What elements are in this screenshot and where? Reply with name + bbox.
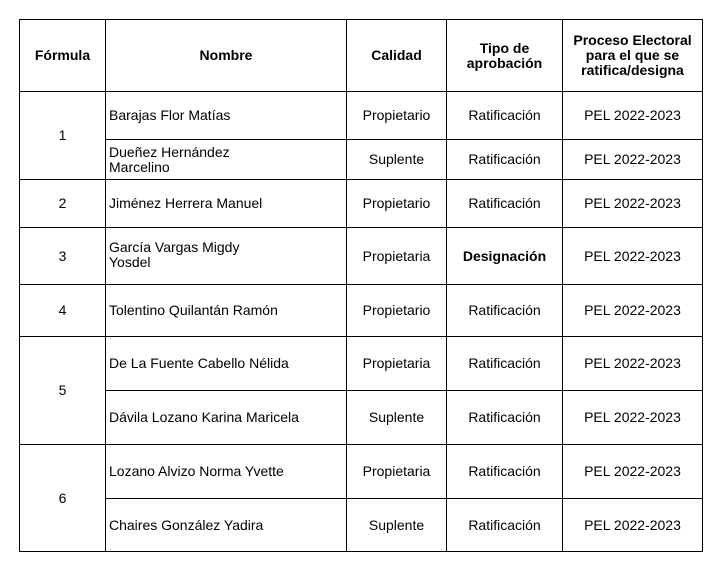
tipo-cell: Designación [447,228,563,285]
formula-number: 1 [20,92,106,180]
tipo-cell: Ratificación [447,337,563,391]
table-row [20,445,703,499]
table-row [20,499,703,552]
nombre-line1: Dueñez Hernández [109,143,230,160]
header-nombre: Nombre [106,20,347,92]
proceso-cell: PEL 2022-2023 [563,337,703,391]
proceso-cell: PEL 2022-2023 [563,180,703,228]
header-proceso-line1: Proceso Electoral [573,32,692,48]
nombre-line1: García Vargas Migdy [109,239,240,255]
formula-number: 5 [20,337,106,445]
header-tipo-aprobacion [447,20,563,92]
tipo-cell: Ratificación [447,180,563,228]
table-row [20,337,703,391]
calidad-cell: Suplente [347,499,447,552]
tipo-cell: Ratificación [447,140,563,180]
formula-number: 6 [20,445,106,552]
header-proceso-line2: para el que se [585,47,680,63]
header-tipo-line2: aprobación [466,54,543,71]
nombre-cell: Chaires González Yadira [106,499,347,552]
proceso-cell: PEL 2022-2023 [563,228,703,285]
header-proceso-line3: ratifica/designa [581,62,684,78]
calidad-cell: Propietario [347,285,447,337]
tipo-cell: Ratificación [447,285,563,337]
nombre-cell: Tolentino Quilantán Ramón [106,285,347,337]
header-calidad: Calidad [347,20,447,92]
calidad-cell: Propietaria [347,228,447,285]
formula-number: 4 [20,285,106,337]
calidad-cell: Suplente [347,391,447,445]
nombre-line2: Marcelino [109,158,170,175]
formula-number: 2 [20,180,106,228]
calidad-cell: Propietaria [347,337,447,391]
table-row [20,140,703,180]
tipo-cell: Ratificación [447,445,563,499]
proceso-cell: PEL 2022-2023 [563,92,703,140]
header-formula: Fórmula [20,20,106,92]
table-row [20,228,703,285]
proceso-cell: PEL 2022-2023 [563,391,703,445]
header-row [20,20,703,92]
nombre-cell: Lozano Alvizo Norma Yvette [106,445,347,499]
nombre-cell [106,228,347,285]
nombre-cell [106,140,347,180]
tipo-cell: Ratificación [447,92,563,140]
formulas-table [19,19,703,552]
calidad-cell: Propietaria [347,445,447,499]
table-row [20,180,703,228]
table-row [20,391,703,445]
formula-number: 3 [20,228,106,285]
table-row [20,285,703,337]
calidad-cell: Suplente [347,140,447,180]
proceso-cell: PEL 2022-2023 [563,140,703,180]
proceso-cell: PEL 2022-2023 [563,445,703,499]
calidad-cell: Propietario [347,92,447,140]
proceso-cell: PEL 2022-2023 [563,499,703,552]
nombre-cell: Barajas Flor Matías [106,92,347,140]
nombre-cell: De La Fuente Cabello Nélida [106,337,347,391]
nombre-cell: Dávila Lozano Karina Maricela [106,391,347,445]
nombre-line2: Yosdel [109,254,151,270]
table-row [20,92,703,140]
proceso-cell: PEL 2022-2023 [563,285,703,337]
calidad-cell: Propietario [347,180,447,228]
tipo-cell: Ratificación [447,499,563,552]
header-proceso-electoral [563,20,703,92]
tipo-cell: Ratificación [447,391,563,445]
nombre-cell: Jiménez Herrera Manuel [106,180,347,228]
header-tipo-line1: Tipo de [479,39,530,56]
